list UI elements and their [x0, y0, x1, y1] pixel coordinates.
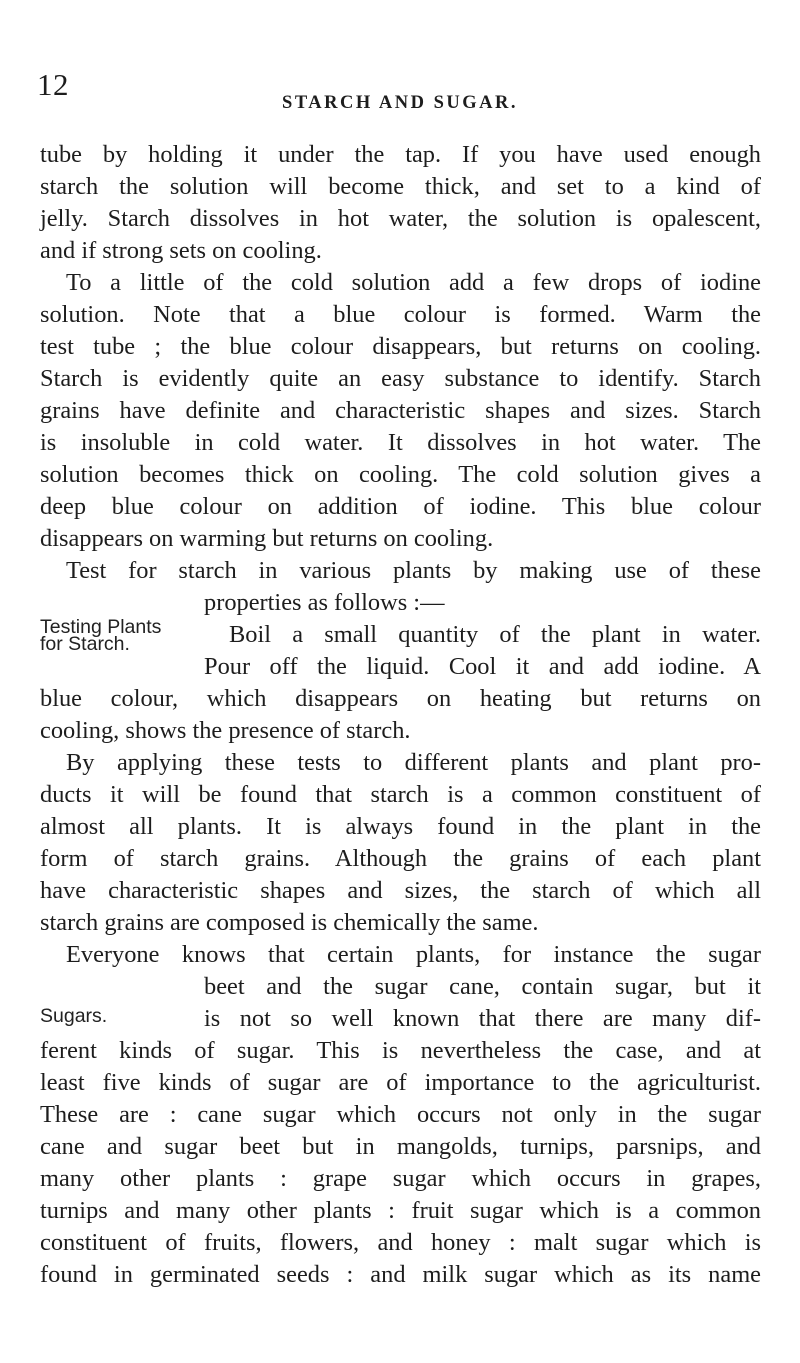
- sidenote-testing-plants-line2: for Starch.: [40, 633, 130, 655]
- text-line: beet and the sugar cane, contain sugar, but it: [204, 973, 761, 1000]
- text-line: cane and sugar beet but in mangolds, turnips, parsnips, and: [40, 1133, 761, 1160]
- text-line: Starch is evidently quite an easy substance to identify. Starch: [40, 365, 761, 392]
- text-line: Boil a small quantity of the plant in water.: [229, 621, 761, 648]
- text-line: jelly. Starch dissolves in hot water, the solution is opalescent,: [40, 205, 761, 232]
- page-number: 12: [37, 67, 69, 102]
- sidenote-testing-plants-line1: Testing Plants: [40, 616, 162, 638]
- text-line: disappears on warming but returns on cooling.: [40, 525, 494, 552]
- text-line: Pour off the liquid. Cool it and add iodine. A: [204, 653, 761, 680]
- text-line: many other plants : grape sugar which occurs in grapes,: [40, 1165, 761, 1192]
- text-line: is insoluble in cold water. It dissolves in hot water. The: [40, 429, 761, 456]
- text-line: Everyone knows that certain plants, for instance the sugar: [66, 941, 761, 968]
- text-line: ferent kinds of sugar. This is nevertheless the case, and at: [40, 1037, 761, 1064]
- text-line: form of starch grains. Although the grains of each plant: [40, 845, 761, 872]
- text-line: almost all plants. It is always found in the plant in the: [40, 813, 761, 840]
- sidenote-sugars: Sugars.: [40, 1005, 108, 1027]
- text-line: least five kinds of sugar are of importance to the agriculturist.: [40, 1069, 761, 1096]
- text-line: blue colour, which disappears on heating but returns on: [40, 685, 761, 712]
- running-title: STARCH AND SUGAR.: [282, 93, 518, 113]
- text-line: Test for starch in various plants by making use of these: [66, 557, 761, 584]
- text-line: found in germinated seeds : and milk sugar which as its name: [40, 1261, 761, 1288]
- text-line: These are : cane sugar which occurs not only in the sugar: [40, 1101, 761, 1128]
- text-line: cooling, shows the presence of starch.: [40, 717, 411, 744]
- text-line: solution becomes thick on cooling. The cold solution gives a: [40, 461, 761, 488]
- text-line: solution. Note that a blue colour is formed. Warm the: [40, 301, 761, 328]
- text-line: starch grains are composed is chemically the same.: [40, 909, 539, 936]
- text-line: turnips and many other plants : fruit sugar which is a common: [40, 1197, 761, 1224]
- text-line: By applying these tests to different plants and plant pro-: [66, 749, 761, 776]
- text-line: and if strong sets on cooling.: [40, 237, 322, 264]
- text-line: starch the solution will become thick, and set to a kind of: [40, 173, 761, 200]
- text-line: deep blue colour on addition of iodine. This blue colour: [40, 493, 761, 520]
- text-line: have characteristic shapes and sizes, the starch of which all: [40, 877, 761, 904]
- text-line: constituent of fruits, flowers, and honey : malt sugar which is: [40, 1229, 761, 1256]
- text-line: test tube ; the blue colour disappears, but returns on cooling.: [40, 333, 761, 360]
- text-line: is not so well known that there are many dif-: [204, 1005, 761, 1032]
- text-line: properties as follows :—: [204, 589, 445, 616]
- text-line: tube by holding it under the tap. If you have used enough: [40, 141, 761, 168]
- text-line: To a little of the cold solution add a few drops of iodine: [66, 269, 761, 296]
- text-line: ducts it will be found that starch is a common constituent of: [40, 781, 761, 808]
- text-line: grains have definite and characteristic shapes and sizes. Starch: [40, 397, 761, 424]
